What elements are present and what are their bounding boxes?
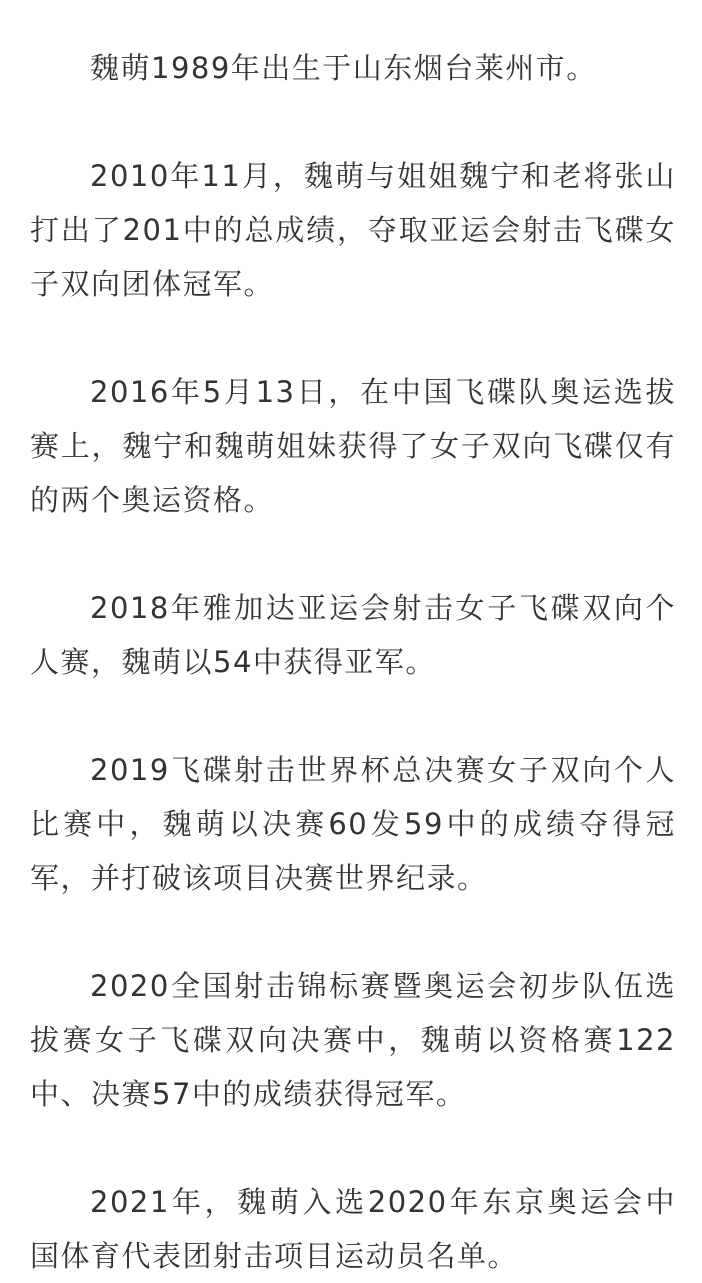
paragraph-2020-national-championship: 2020全国射击锦标赛暨奥运会初步队伍选拔赛女子飞碟双向决赛中，魏萌以资格赛122中、决赛57中的成绩获得冠军。 — [30, 969, 676, 1111]
paragraph-birth: 魏萌1989年出生于山东烟台莱州市。 — [90, 51, 597, 85]
paragraph-2021-tokyo-selection: 2021年，魏萌入选2020年东京奥运会中国体育代表团射击项目运动员名单。 — [30, 1185, 676, 1273]
paragraph-2010-asian-games: 2010年11月，魏萌与姐姐魏宁和老将张山打出了201中的总成绩，夺取亚运会射击飞碟女子双向团体冠军。 — [30, 159, 676, 301]
paragraph-2018-jakarta: 2018年雅加达亚运会射击女子飞碟双向个人赛，魏萌以54中获得亚军。 — [30, 591, 676, 679]
article-body — [30, 41, 676, 1283]
paragraph-2019-world-cup: 2019飞碟射击世界杯总决赛女子双向个人比赛中，魏萌以决赛60发59中的成绩夺得冠军，并打破该项目决赛世界纪录。 — [30, 753, 676, 895]
paragraph-2016-olympic-trials: 2016年5月13日，在中国飞碟队奥运选拔赛上，魏宁和魏萌姐妹获得了女子双向飞碟仅有的两个奥运资格。 — [30, 375, 676, 517]
